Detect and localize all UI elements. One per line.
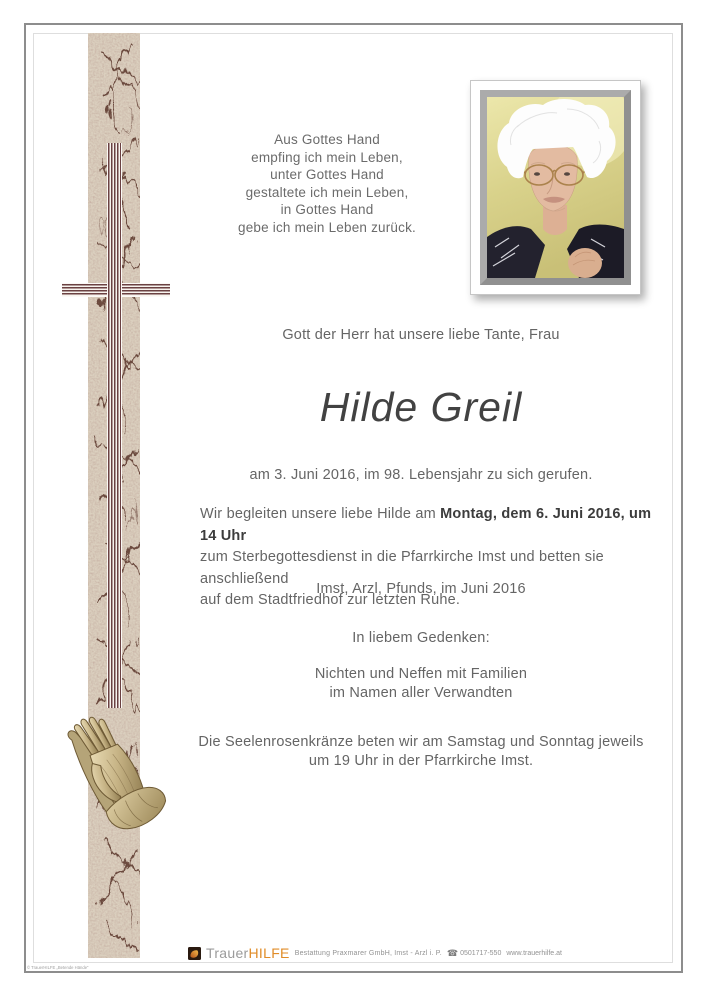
footer-phone <box>447 949 501 958</box>
footer-website: www.trauerhilfe.at <box>506 949 562 957</box>
brand-part-trauer: Trauer <box>206 945 249 961</box>
poem-line: Aus Gottes Hand <box>274 132 380 147</box>
funeral-text: Wir begleiten unsere liebe Hilde am <box>200 506 441 522</box>
praying-hands-icon <box>50 710 182 842</box>
footer-tagline: Bestattung Praxmarer GmbH, Imst - Arzl i. P. <box>294 949 442 957</box>
poem-line: in Gottes Hand <box>280 202 374 217</box>
funeral-line: auf dem Stadtfriedhof zur letzten Ruhe. <box>200 592 461 608</box>
funeral-datetime-bold: Montag, dem 6. Juni 2016, um 14 Uhr <box>200 506 652 544</box>
places-date-line: Imst, Arzl, Pfunds, im Juni 2016 <box>316 581 526 597</box>
portrait-photo <box>480 90 631 285</box>
phone-icon: ☎ <box>446 947 459 958</box>
poem-line: empfing ich mein Leben, <box>251 149 403 165</box>
announcement-intro: Gott der Herr hat unsere liebe Tante, Frau <box>282 327 560 343</box>
poem-line: gebe ich mein Leben zurück. <box>237 219 416 235</box>
print-credit: © TrauerHILFE „Betende Hände“ <box>27 966 89 971</box>
funeral-line <box>200 504 652 547</box>
trauerhilfe-logo-icon <box>188 947 201 960</box>
deceased-name: Hilde Greil <box>319 384 523 430</box>
mourners-line: im Namen aller Verwandten <box>329 684 513 701</box>
poem-line: gestaltete ich mein Leben, <box>245 184 409 200</box>
poem-block <box>185 131 469 236</box>
cross-vertical-bar <box>107 143 122 708</box>
rosary-line: um 19 Uhr in der Pfarrkirche Imst. <box>308 752 534 769</box>
brand-name <box>206 945 290 961</box>
funeral-line: zum Sterbegottesdienst in die Pfarrkirche Imst und betten sie anschließend <box>200 549 604 587</box>
death-date-line: am 3. Juni 2016, im 98. Lebensjahr zu sich gerufen. <box>249 467 593 483</box>
portrait-photo-frame <box>470 80 641 295</box>
poem-line: unter Gottes Hand <box>270 167 384 182</box>
rosary-block <box>140 733 702 770</box>
memory-heading: In liebem Gedenken: <box>352 630 490 646</box>
phone-number: 0501717-550 <box>460 949 502 957</box>
funeral-home-footer <box>188 944 562 962</box>
brand-part-hilfe: HILFE <box>248 945 290 961</box>
rosary-line: Die Seelenrosenkränze beten wir am Samstag und Sonntag jeweils <box>198 734 644 750</box>
mourners-block <box>140 665 702 702</box>
mourners-line: Nichten und Neffen mit Familien <box>314 666 528 682</box>
